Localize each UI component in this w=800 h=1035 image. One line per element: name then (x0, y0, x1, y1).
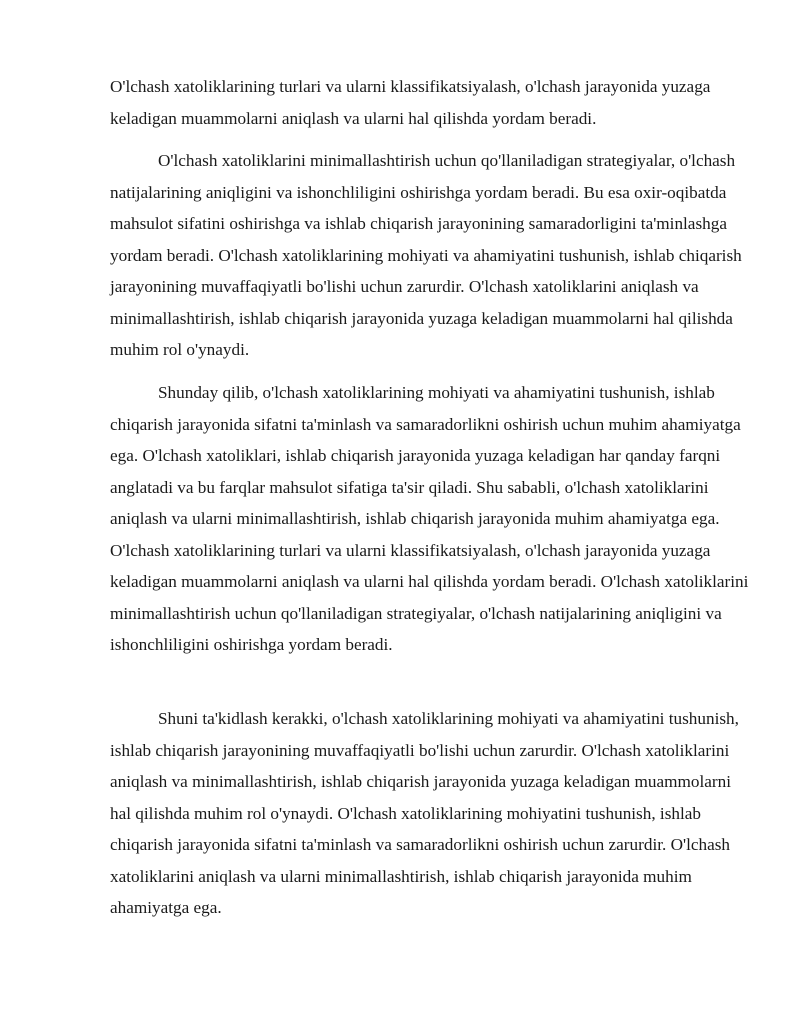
paragraph-text: Shuni ta'kidlash kerakki, o'lchash xatoliklarining mohiyati va ahamiyatini tushunish, ishlab chiqarish jarayonining muvaffaqiyatli bo'lishi uchun zarurdir. O'lchash xatoliklarini aniqlash va minimallashtirish, ishlab chiqarish jarayonida yuzaga keladigan muammolarni hal qilishda muhim rol o'ynaydi. O'lchash xatoliklarining mohiyatini tushunish, ishlab chiqarish jarayonida sifatni ta'minlash va samaradorlikni oshirish uchun zarurdir. O'lchash xatoliklarini aniqlash va ularni minimallashtirish, ishlab chiqarish jarayonida muhim ahamiyatga ega. (110, 709, 739, 917)
paragraph-1 (110, 71, 750, 134)
paragraph-4 (110, 703, 750, 924)
paragraph-text: O'lchash xatoliklarini minimallashtirish uchun qo'llaniladigan strategiyalar, o'lchash natijalarining aniqligini va ishonchliligini oshirishga yordam beradi. Bu esa oxir-oqibatda mahsulot sifatini oshirishga va ishlab chiqarish jarayonining samaradorligini ta'minlashga yordam beradi. O'lchash xatoliklarining mohiyati va ahamiyatini tushunish, ishlab chiqarish jarayonining muvaffaqiyatli bo'lishi uchun zarurdir. O'lchash xatoliklarini aniqlash va minimallashtirish, ishlab chiqarish jarayonida yuzaga keladigan muammolarni hal qilishda muhim rol o'ynaydi. (110, 151, 742, 359)
paragraph-2 (110, 145, 750, 366)
paragraph-text: O'lchash xatoliklarining turlari va ularni klassifikatsiyalash, o'lchash jarayonida yuzaga keladigan muammolarni aniqlash va ularni hal qilishda yordam beradi. (110, 77, 711, 128)
paragraph-text: Shunday qilib, o'lchash xatoliklarining mohiyati va ahamiyatini tushunish, ishlab chiqarish jarayonida sifatni ta'minlash va samaradorlikni oshirish uchun muhim ahamiyatga ega. O'lchash xatoliklari, ishlab chiqarish jarayonida yuzaga keladigan har qanday farqni anglatadi va bu farqlar mahsulot sifatiga ta'sir qiladi. Shu sababli, o'lchash xatoliklarini aniqlash va ularni minimallashtirish, ishlab chiqarish jarayonida muhim ahamiyatga ega. O'lchash xatoliklarining turlari va ularni klassifikatsiyalash, o'lchash jarayonida yuzaga keladigan muammolarni aniqlash va ularni hal qilishda yordam beradi. O'lchash xatoliklarini minimallashtirish uchun qo'llaniladigan strategiyalar, o'lchash natijalarining aniqligini va ishonchliligini oshirishga yordam beradi. (110, 383, 749, 654)
paragraph-3 (110, 377, 750, 661)
